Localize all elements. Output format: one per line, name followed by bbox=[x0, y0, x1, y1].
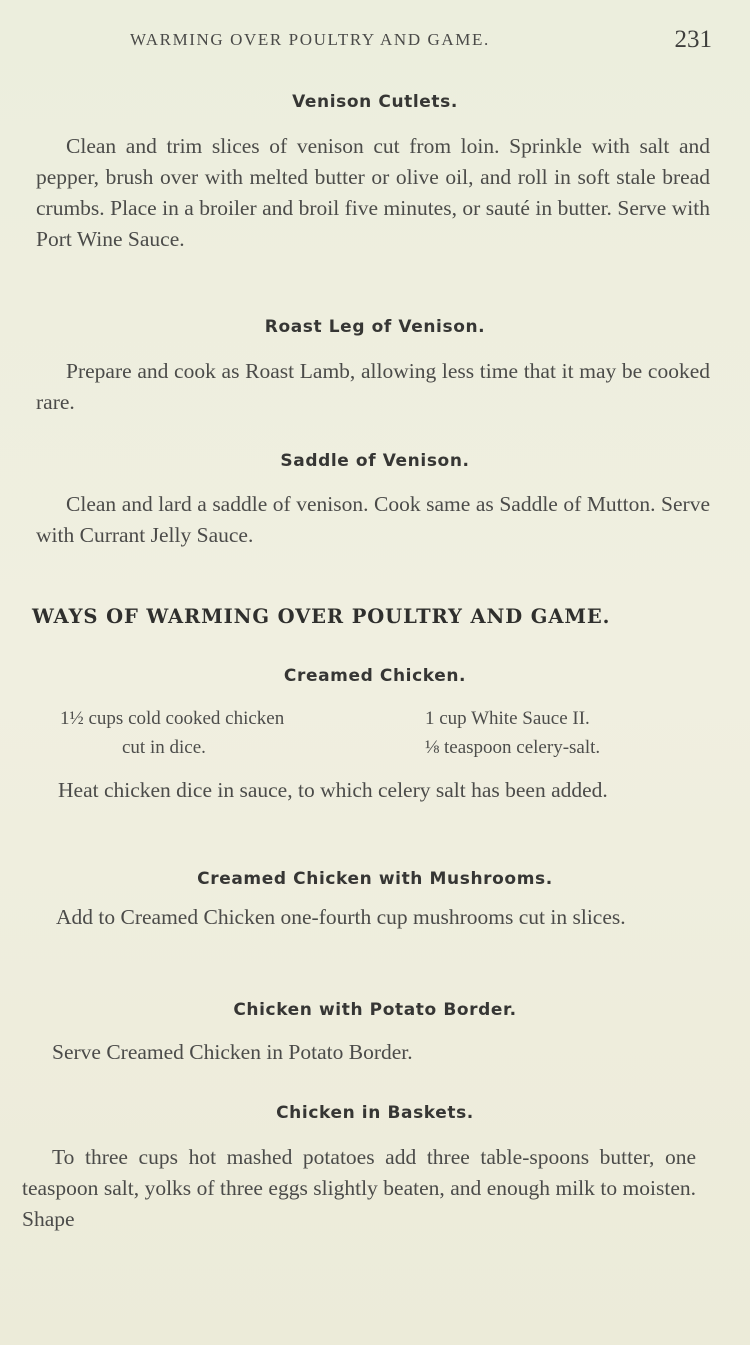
running-header bbox=[130, 26, 720, 56]
running-title: WARMING OVER POULTRY AND GAME. bbox=[130, 30, 490, 49]
recipe-title-creamed-chicken: Creamed Chicken. bbox=[283, 666, 467, 686]
ingredient-line: ⅛ teaspoon celery-salt. bbox=[425, 737, 601, 758]
ingredient-line: 1 cup White Sauce II. bbox=[425, 708, 590, 729]
ingredient-column-right bbox=[425, 704, 705, 762]
recipe-text-venison-cutlets: Clean and trim slices of venison cut from loin. Sprinkle with salt and pepper, brush over with melted butter or olive oil, and roll in soft stale bread crumbs. Place in a broiler and broil five minutes, or sauté in butter. Serve with Port Wine Sauce. bbox=[36, 134, 710, 251]
section-title: WAYS OF WARMING OVER POULTRY AND GAME. bbox=[32, 605, 611, 628]
recipe-text-creamed-chicken-with-mushrooms: Add to Creamed Chicken one-fourth cup mushrooms cut in slices. bbox=[56, 905, 626, 929]
recipe-text-chicken-in-baskets: To three cups hot mashed potatoes add three table-spoons butter, one teaspoon salt, yolks of three eggs slightly beaten, and enough milk to moisten. Shape bbox=[22, 1145, 696, 1231]
ingredient-line: 1½ cups cold cooked chicken bbox=[60, 708, 285, 729]
recipe-title-roast-leg-of-venison: Roast Leg of Venison. bbox=[264, 317, 486, 337]
recipe-text-roast-leg-of-venison: Prepare and cook as Roast Lamb, allowing less time that it may be cooked rare. bbox=[36, 359, 710, 414]
recipe-title-chicken-in-baskets: Chicken in Baskets. bbox=[276, 1103, 474, 1123]
recipe-title-venison-cutlets: Venison Cutlets. bbox=[292, 92, 458, 112]
recipe-title-saddle-of-venison: Saddle of Venison. bbox=[280, 451, 470, 471]
recipe-text-saddle-of-venison: Clean and lard a saddle of venison. Cook same as Saddle of Mutton. Serve with Currant Jelly Sauce. bbox=[36, 492, 710, 547]
recipe-title-chicken-with-potato-border: Chicken with Potato Border. bbox=[233, 1000, 517, 1020]
ingredient-column-left bbox=[60, 704, 380, 762]
ingredient-list bbox=[60, 704, 700, 768]
recipe-text-chicken-with-potato-border: Serve Creamed Chicken in Potato Border. bbox=[52, 1040, 413, 1064]
recipe-text-creamed-chicken: Heat chicken dice in sauce, to which celery salt has been added. bbox=[58, 778, 608, 802]
page-number: 231 bbox=[674, 26, 712, 53]
ingredient-line: cut in dice. bbox=[122, 737, 206, 758]
recipe-title-creamed-chicken-with-mushrooms: Creamed Chicken with Mushrooms. bbox=[197, 869, 553, 889]
